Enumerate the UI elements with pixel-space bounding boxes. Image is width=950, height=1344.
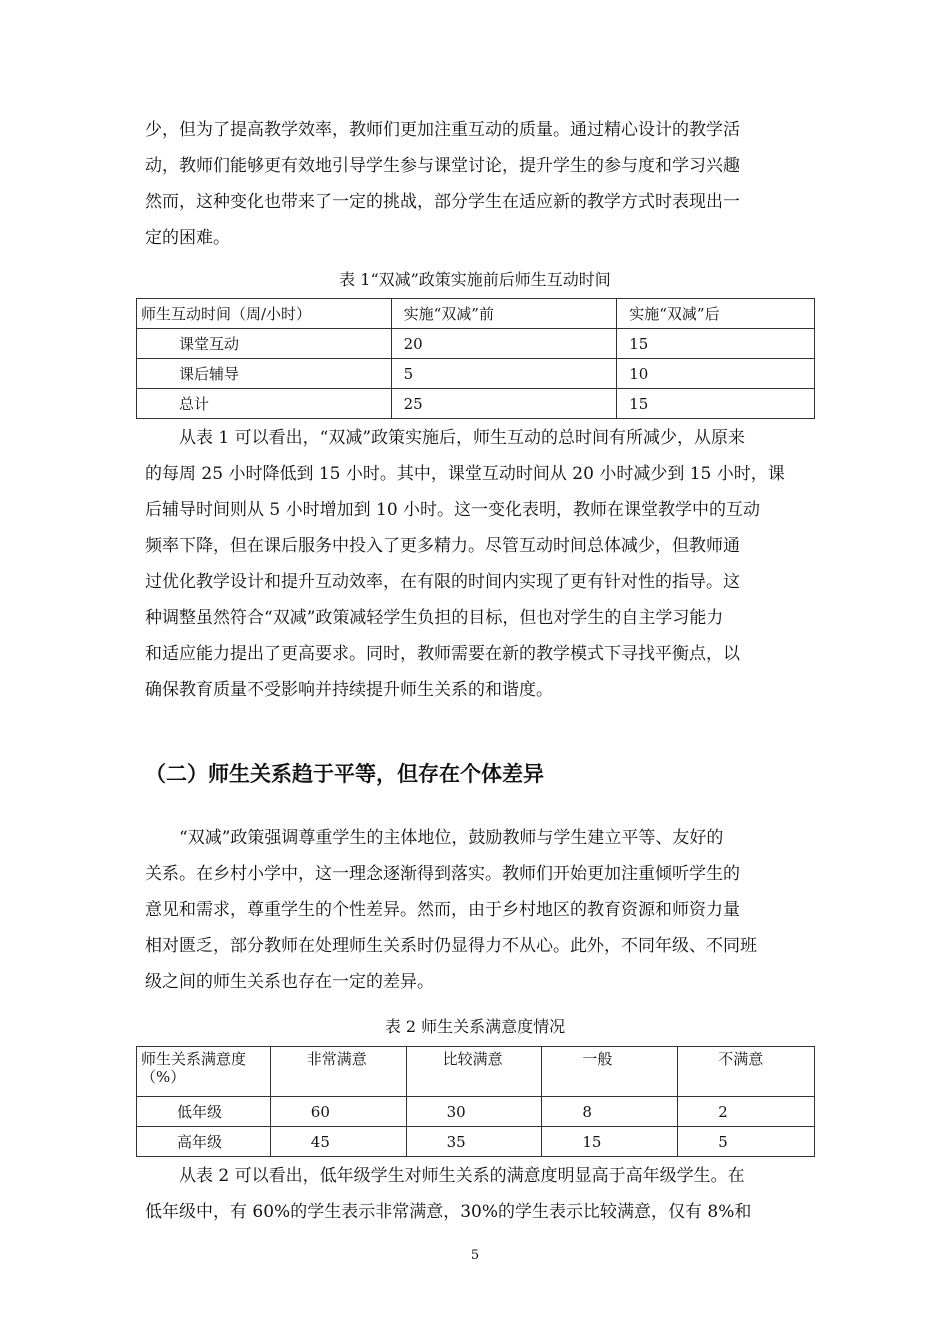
table-cell: 8 bbox=[542, 1097, 678, 1127]
table-cell: 25 bbox=[391, 389, 617, 419]
table-header-cell: 比较满意 bbox=[406, 1047, 542, 1097]
table-1 bbox=[136, 298, 815, 419]
text-line: 的每周 25 小时降低到 15 小时。其中，课堂互动时间从 20 小时减少到 15 小时，课 bbox=[145, 464, 785, 484]
text-line: 确保教育质量不受影响并持续提升师生关系的和谐度。 bbox=[145, 680, 553, 700]
table-header-cell: 非常满意 bbox=[270, 1047, 406, 1097]
page-number: 5 bbox=[470, 1248, 480, 1263]
text-line: 定的困难。 bbox=[145, 228, 230, 248]
table-1-caption: 表 1“双减”政策实施前后师生互动时间 bbox=[339, 270, 611, 289]
table-row bbox=[137, 329, 815, 359]
text-line: 种调整虽然符合“双减”政策减轻学生负担的目标，但也对学生的自主学习能力 bbox=[145, 608, 724, 628]
table-cell: 45 bbox=[270, 1127, 406, 1157]
text-line: 过优化教学设计和提升互动效率，在有限的时间内实现了更有针对性的指导。这 bbox=[145, 572, 740, 592]
table-cell: 35 bbox=[406, 1127, 542, 1157]
table-cell: 10 bbox=[617, 359, 815, 389]
table-header-cell: 师生互动时间（周/小时） bbox=[137, 299, 392, 329]
table-cell: 总计 bbox=[137, 389, 392, 419]
table-cell: 高年级 bbox=[137, 1127, 271, 1157]
table-row bbox=[137, 1127, 815, 1157]
table-cell: 5 bbox=[391, 359, 617, 389]
section-heading: （二）师生关系趋于平等，但存在个体差异 bbox=[145, 762, 544, 786]
text-line: 频率下降，但在课后服务中投入了更多精力。尽管互动时间总体减少，但教师通 bbox=[145, 536, 740, 556]
text-line: 低年级中，有 60%的学生表示非常满意，30%的学生表示比较满意，仅有 8%和 bbox=[145, 1202, 752, 1222]
text-line: 关系。在乡村小学中，这一理念逐渐得到落实。教师们开始更加注重倾听学生的 bbox=[145, 864, 740, 884]
table-cell: 课后辅导 bbox=[137, 359, 392, 389]
table-header-cell: 不满意 bbox=[678, 1047, 815, 1097]
table-cell: 15 bbox=[617, 389, 815, 419]
text-line: “双减”政策强调尊重学生的主体地位，鼓励教师与学生建立平等、友好的 bbox=[179, 828, 724, 848]
text-line: 相对匮乏，部分教师在处理师生关系时仍显得力不从心。此外，不同年级、不同班 bbox=[145, 936, 757, 956]
table-header-row bbox=[137, 299, 815, 329]
table-header-cell: 一般 bbox=[542, 1047, 678, 1097]
table-cell: 5 bbox=[678, 1127, 815, 1157]
table-header-cell: 实施“双减”后 bbox=[617, 299, 815, 329]
text-line: 意见和需求，尊重学生的个性差异。然而，由于乡村地区的教育资源和师资力量 bbox=[145, 900, 740, 920]
text-line: 从表 1 可以看出，“双减”政策实施后，师生互动的总时间有所减少，从原来 bbox=[179, 428, 746, 448]
text-line: 然而，这种变化也带来了一定的挑战，部分学生在适应新的教学方式时表现出一 bbox=[145, 192, 740, 212]
text-line: 少，但为了提高教学效率，教师们更加注重互动的质量。通过精心设计的教学活 bbox=[145, 120, 740, 140]
table-cell: 课堂互动 bbox=[137, 329, 392, 359]
paragraph-4 bbox=[145, 1158, 805, 1230]
table-header-cell: 实施“双减”前 bbox=[391, 299, 617, 329]
table-cell: 15 bbox=[542, 1127, 678, 1157]
text-line: 和适应能力提出了更高要求。同时，教师需要在新的教学模式下寻找平衡点，以 bbox=[145, 644, 740, 664]
table-row bbox=[137, 389, 815, 419]
table-cell: 2 bbox=[678, 1097, 815, 1127]
paragraph-3 bbox=[145, 820, 805, 1000]
table-cell: 30 bbox=[406, 1097, 542, 1127]
table-cell: 低年级 bbox=[137, 1097, 271, 1127]
text-line: 级之间的师生关系也存在一定的差异。 bbox=[145, 972, 434, 992]
table-header-row bbox=[137, 1047, 815, 1097]
text-line: 后辅导时间则从 5 小时增加到 10 小时。这一变化表明，教师在课堂教学中的互动 bbox=[145, 500, 761, 520]
table-cell: 15 bbox=[617, 329, 815, 359]
table-cell: 60 bbox=[270, 1097, 406, 1127]
table-row bbox=[137, 359, 815, 389]
table-2 bbox=[136, 1046, 815, 1157]
text-line: 从表 2 可以看出，低年级学生对师生关系的满意度明显高于高年级学生。在 bbox=[179, 1166, 745, 1186]
table-header-cell: 师生关系满意度（%） bbox=[137, 1047, 271, 1097]
table-cell: 20 bbox=[391, 329, 617, 359]
table-row bbox=[137, 1097, 815, 1127]
table-2-caption: 表 2 师生关系满意度情况 bbox=[384, 1017, 566, 1036]
text-line: 动，教师们能够更有效地引导学生参与课堂讨论，提升学生的参与度和学习兴趣 bbox=[145, 156, 740, 176]
paragraph-1 bbox=[145, 112, 805, 256]
paragraph-2 bbox=[145, 420, 805, 708]
